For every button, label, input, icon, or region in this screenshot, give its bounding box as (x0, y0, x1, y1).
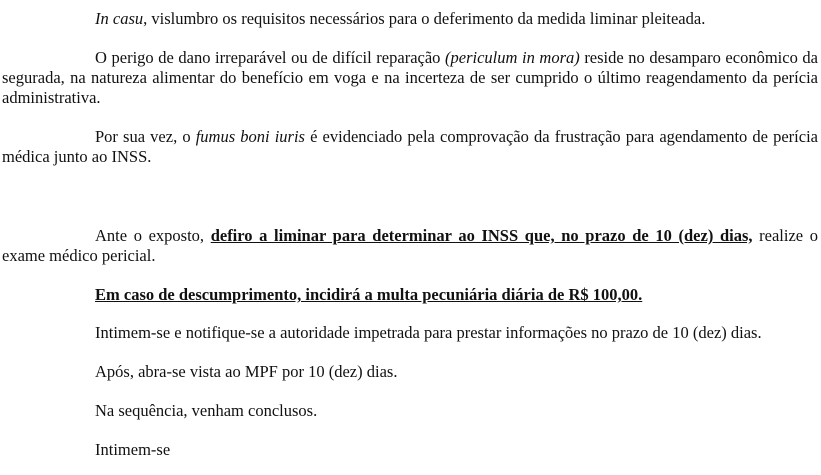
paragraph-fumus-boni-iuris (2, 127, 818, 167)
paragraph-closing (2, 440, 818, 460)
latin-term-periculum-in-mora: (periculum in mora) (445, 48, 580, 67)
paragraph-periculum-in-mora (2, 48, 818, 108)
paragraph-text: Intimem-se (95, 440, 171, 459)
penalty-highlight: Em caso de descumprimento, incidirá a multa pecuniária diária de R$ 100,00. (95, 285, 643, 304)
paragraph-text: Na sequência, venham conclusos. (95, 401, 318, 420)
paragraph-in-casu (2, 9, 818, 29)
paragraph-text: reside no desamparo econômico da segurada, na natureza alimentar do benefício em voga e na incerteza de ser cumprido o último reagendamento da perícia administrativa. (2, 48, 818, 107)
paragraph-decision (2, 226, 818, 266)
paragraph-text: , vislumbro os requisitos necessários para o deferimento da medida liminar pleiteada. (143, 9, 706, 28)
paragraph-text: O perigo de dano irreparável ou de difícil reparação (95, 48, 445, 67)
paragraph-notification (2, 323, 818, 343)
paragraph-text: Por sua vez, o (95, 127, 196, 146)
paragraph-conclusion (2, 401, 818, 421)
paragraph-text: Intimem-se e notifique-se a autoridade impetrada para prestar informações no prazo de 10 (dez) dias. (95, 323, 762, 342)
paragraph-mpf-view (2, 362, 818, 382)
latin-term-fumus-boni-iuris: fumus boni iuris (195, 127, 305, 146)
paragraph-text: Ante o exposto, (95, 226, 211, 245)
paragraph-text: Após, abra-se vista ao MPF por 10 (dez) dias. (95, 362, 398, 381)
decision-highlight: defiro a liminar para determinar ao INSS que, no prazo de 10 (dez) dias, (210, 226, 753, 245)
latin-term-in-casu: In casu (95, 9, 144, 28)
paragraph-penalty (2, 285, 818, 305)
paragraph-text: é evidenciado pela comprovação da frustração para agendamento de perícia médica junto ao INSS. (2, 127, 818, 166)
paragraph-text: realize o exame médico pericial. (2, 226, 818, 265)
